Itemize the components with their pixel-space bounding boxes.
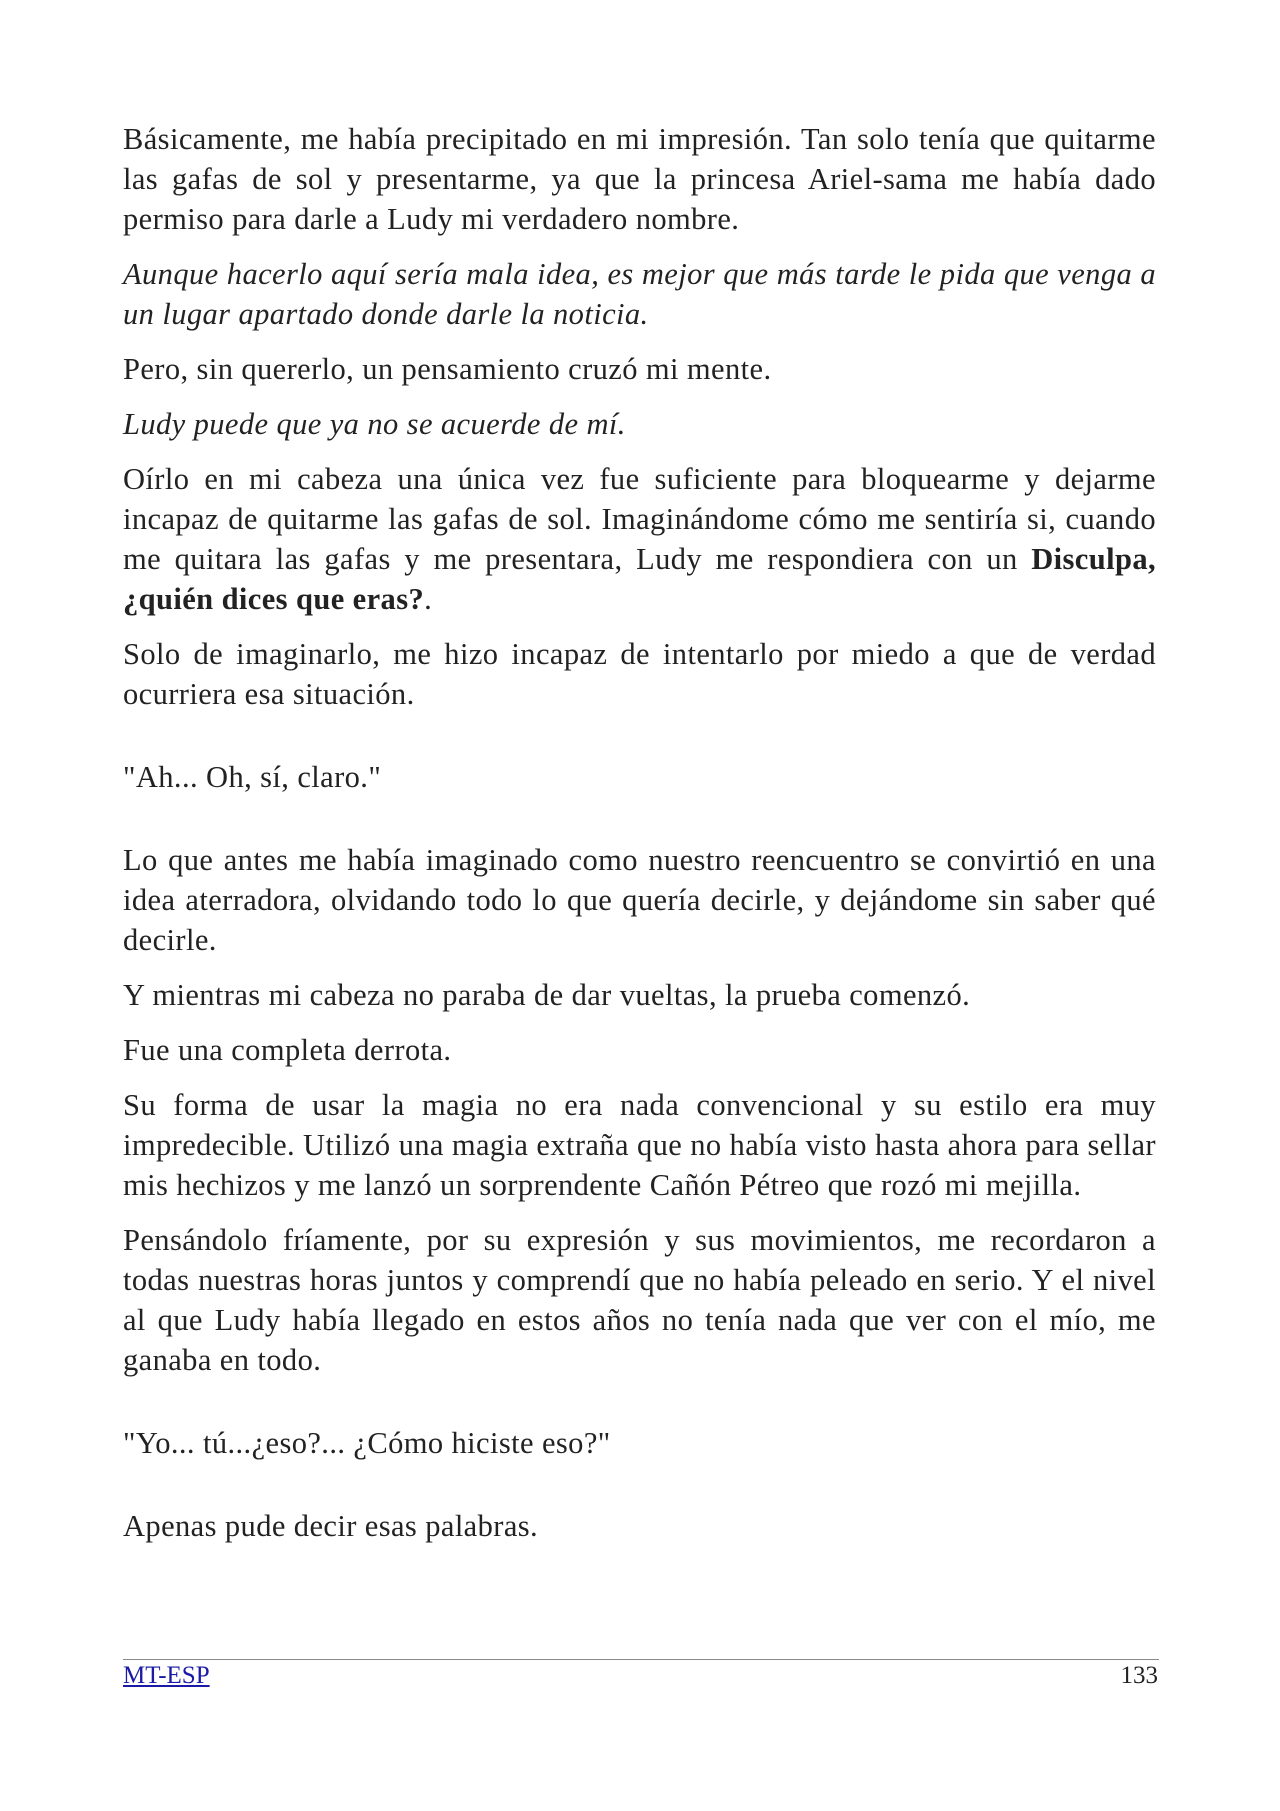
page-number: 133 [1120,1662,1158,1689]
paragraph: Apenas pude decir esas palabras. [123,1509,539,1543]
paragraph: Básicamente, me había precipitado en mi impresión. Tan solo tenía que quitarme las gafas de sol y presentarme, ya que la princesa Ariel-sama me había dado permiso para darle a Ludy mi verdadero nombre. [123,122,1156,236]
footer-link-mt-esp[interactable]: MT-ESP [123,1662,210,1689]
paragraph: Pero, sin quererlo, un pensamiento cruzó mi mente. [123,352,772,386]
paragraph-text: . [424,582,433,616]
paragraph: Lo que antes me había imaginado como nuestro reencuentro se convirtió en una idea aterradora, olvidando todo lo que quería decirle, y dejándome sin saber qué decirle. [123,843,1156,957]
footer-divider [123,1659,1159,1660]
dialogue-line: "Ah... Oh, sí, claro." [123,760,382,794]
paragraph: Pensándolo fríamente, por su expresión y sus movimientos, me recordaron a todas nuestras horas juntos y comprendí que no había peleado en serio. Y el nivel al que Ludy había llegado en estos años no tenía nada que ver con el mío, me ganaba en todo. [123,1223,1156,1377]
emphasized-text: Disculpa, ¿quién dices que eras? [123,542,1156,616]
paragraph: Y mientras mi cabeza no paraba de dar vueltas, la prueba comenzó. [123,978,971,1012]
page-body [123,119,1156,1561]
paragraph-thought: Aunque hacerlo aquí sería mala idea, es mejor que más tarde le pida que venga a un lugar apartado donde darle la noticia. [123,257,1156,331]
dialogue-line: "Yo... tú...¿eso?... ¿Cómo hiciste eso?" [123,1426,611,1460]
paragraph: Su forma de usar la magia no era nada convencional y su estilo era muy impredecible. Utilizó una magia extraña que no había visto hasta ahora para sellar mis hechizos y me lanzó un sorprendente Cañón Pétreo que rozó mi mejilla. [123,1088,1156,1202]
paragraph-text: Oírlo en mi cabeza una única vez fue suficiente para bloquearme y dejarme incapaz de quitarme las gafas de sol. Imaginándome cómo me sentiría si, cuando me quitara las gafas y me presentara, Ludy me respondiera con un [123,462,1156,576]
paragraph-with-emphasis [123,459,1156,619]
paragraph: Solo de imaginarlo, me hizo incapaz de intentarlo por miedo a que de verdad ocurriera esa situación. [123,637,1156,711]
paragraph-thought: Ludy puede que ya no se acuerde de mí. [123,407,626,441]
paragraph: Fue una completa derrota. [123,1033,452,1067]
